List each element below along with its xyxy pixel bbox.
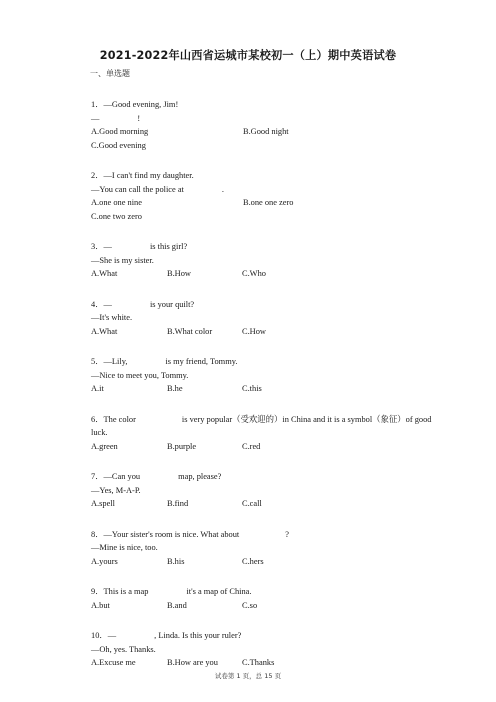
question-line	[91, 484, 431, 498]
answer-option: A.Excuse me	[91, 658, 136, 667]
question-text: —She is my sister.	[91, 255, 154, 265]
question-list	[91, 98, 431, 687]
option-row	[91, 196, 431, 210]
answer-option: B.one one zero	[243, 198, 294, 207]
answer-option: C.call	[242, 499, 262, 508]
answer-option: B.What color	[167, 326, 213, 336]
question-item	[91, 528, 431, 569]
answer-option: A.What	[91, 269, 118, 278]
question-text: is this girl?	[149, 242, 188, 251]
answer-option: B.he	[167, 384, 183, 393]
question-line	[91, 528, 431, 542]
question-text: —	[91, 113, 100, 123]
answer-option: A.green	[91, 441, 118, 451]
answer-option: C.How	[242, 326, 266, 336]
question-line	[91, 541, 431, 555]
option-row	[91, 125, 431, 139]
answer-option: C.hers	[242, 556, 264, 566]
question-line	[91, 413, 436, 440]
question-item	[91, 240, 431, 281]
answer-option: B.Good night	[243, 127, 289, 136]
question-text: 6．The color	[91, 414, 136, 424]
question-item	[91, 298, 431, 339]
option-row	[91, 325, 431, 339]
question-text: 4．—	[91, 299, 112, 309]
answer-option: A.spell	[91, 499, 115, 508]
question-text: is your quilt?	[149, 299, 195, 309]
question-line	[91, 311, 431, 325]
answer-option: B.his	[167, 556, 185, 566]
page-footer: 试卷第 1 页，总 15 页	[214, 672, 282, 680]
answer-option: C.red	[242, 441, 261, 451]
question-text: map, please?	[178, 472, 222, 481]
question-line	[91, 112, 431, 126]
question-text: is my friend, Tommy.	[165, 357, 238, 366]
question-text: 7．—Can you	[91, 472, 141, 481]
option-row	[91, 497, 431, 511]
answer-option: B.How	[167, 269, 191, 278]
question-text: 2．—I can't find my daughter.	[91, 171, 194, 180]
question-text: .	[221, 184, 224, 194]
question-item	[91, 585, 431, 612]
question-text: —It's white.	[91, 313, 133, 322]
answer-option: C.so	[242, 600, 258, 610]
question-item	[91, 355, 431, 396]
question-line	[91, 643, 431, 657]
question-line	[91, 183, 431, 197]
question-item	[91, 629, 431, 670]
question-text: is very popular（受欢迎的）in China and it is a symbol（象征）of good luck.	[91, 414, 432, 437]
answer-option: C.one two zero	[91, 211, 142, 221]
option-row	[91, 599, 431, 613]
answer-option: B.purple	[167, 441, 197, 451]
option-row	[91, 382, 431, 396]
question-text: —Mine is nice, too.	[91, 543, 158, 552]
question-item	[91, 413, 431, 454]
answer-option: C.Who	[242, 269, 266, 278]
question-text: 3．—	[91, 242, 112, 251]
answer-option: A.What	[91, 326, 118, 336]
question-line	[91, 254, 431, 268]
question-line	[91, 240, 431, 254]
question-text: ?	[285, 529, 289, 539]
question-line	[91, 355, 431, 369]
option-row	[91, 440, 431, 454]
answer-option: A.yours	[91, 556, 118, 566]
question-text: —Nice to meet you, Tommy.	[91, 370, 189, 380]
answer-option: B.find	[167, 499, 189, 508]
page-title: 2021-2022年山西省运城市某校初一（上）期中英语试卷	[99, 49, 397, 62]
answer-option: A.but	[91, 600, 110, 610]
answer-option: C.this	[242, 384, 262, 393]
question-line	[91, 629, 431, 643]
question-line	[91, 585, 431, 599]
question-text: 9．This is a map	[91, 587, 149, 596]
answer-option: A.it	[91, 384, 104, 393]
question-text: , Linda. Is this your ruler?	[154, 631, 242, 640]
question-text: —You can call the police at	[91, 184, 184, 194]
question-line	[91, 98, 431, 112]
question-text: —Oh, yes. Thanks.	[91, 644, 156, 654]
question-item	[91, 98, 431, 152]
question-text: 8．—Your sister's room is nice. What about	[91, 529, 240, 539]
option-row	[91, 656, 431, 670]
answer-option: C.Thanks	[242, 658, 275, 667]
question-line	[91, 369, 431, 383]
question-item	[91, 169, 431, 223]
answer-option: A.Good morning	[91, 127, 149, 136]
option-row	[91, 555, 431, 569]
question-text: —Yes, M-A-P.	[91, 485, 141, 495]
option-row	[91, 267, 431, 281]
question-line	[91, 470, 431, 484]
question-text: it's a map of China.	[186, 587, 252, 596]
question-item	[91, 470, 431, 511]
question-text: 10．—	[91, 631, 117, 640]
question-line	[91, 298, 431, 312]
answer-option: A.one one nine	[91, 198, 142, 207]
answer-option: B.and	[167, 600, 187, 610]
question-text: !	[137, 113, 141, 123]
section-heading: 一、单选题	[90, 69, 130, 78]
question-text: 5．—Lily,	[91, 357, 128, 366]
question-line	[91, 169, 431, 183]
option-row	[91, 139, 431, 153]
answer-option: C.Good evening	[91, 140, 146, 150]
answer-option: B.How are you	[167, 658, 218, 667]
question-text: 1．—Good evening, Jim!	[91, 100, 179, 109]
option-row	[91, 210, 431, 224]
